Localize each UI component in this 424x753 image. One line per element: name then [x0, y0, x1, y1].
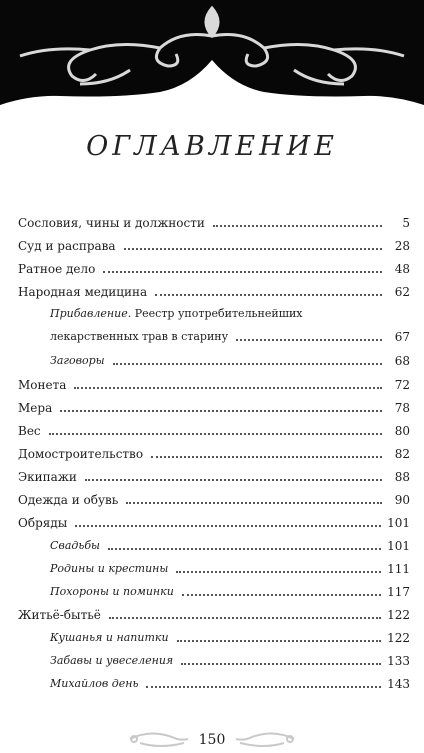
toc-entry[interactable]	[18, 395, 410, 415]
dot-leader	[75, 512, 381, 527]
toc-entry-page: 88	[394, 470, 410, 484]
toc-entry[interactable]	[18, 279, 410, 299]
toc-entry[interactable]	[18, 487, 410, 507]
toc-entry[interactable]	[18, 510, 410, 530]
dot-leader	[113, 350, 382, 365]
toc-entry-page: 67	[394, 330, 410, 344]
toc-entry[interactable]	[50, 648, 410, 668]
toc-entry-label: Домостроительство	[18, 447, 147, 461]
toc-entry-label: Мера	[18, 401, 56, 415]
toc-entry-prefix: Прибавление.	[50, 307, 132, 320]
toc-entry-page: 122	[387, 608, 410, 622]
toc-entry-page: 122	[387, 631, 410, 645]
toc-entry-label: Обряды	[18, 516, 71, 530]
toc-entry-label: Экипажи	[18, 470, 81, 484]
toc-entry-page: 68	[394, 354, 410, 368]
dot-leader	[177, 627, 382, 642]
toc-entry-page: 62	[394, 285, 410, 299]
toc-entry-line1[interactable]	[50, 301, 410, 321]
dot-leader	[146, 673, 381, 688]
page-number: 150	[198, 732, 226, 748]
toc-entry-label: Заговоры	[50, 354, 109, 368]
dot-leader	[74, 374, 382, 389]
toc-entry-page: 80	[394, 424, 410, 438]
toc-entry-page: 48	[394, 262, 410, 276]
dot-leader	[108, 535, 381, 550]
toc-entry[interactable]	[18, 233, 410, 253]
toc-entry-label: Кушанья и напитки	[50, 631, 173, 645]
toc-entry[interactable]	[50, 556, 410, 576]
toc-entry-page: 101	[387, 539, 410, 553]
toc-entry[interactable]	[18, 210, 410, 230]
toc-entry[interactable]	[18, 464, 410, 484]
toc-entry[interactable]	[18, 602, 410, 622]
dot-leader	[155, 281, 382, 296]
dot-leader	[124, 235, 382, 250]
toc-entry-label: Сословия, чины и должности	[18, 216, 209, 230]
toc-entry-label: Свадьбы	[50, 539, 104, 553]
toc-entry-label: Похороны и поминки	[50, 585, 178, 599]
toc-entry-page: 72	[394, 378, 410, 392]
toc-entry[interactable]	[50, 579, 410, 599]
dot-leader	[236, 326, 382, 341]
toc-entry-page: 143	[387, 677, 410, 691]
dot-leader	[49, 420, 382, 435]
toc-entry-label: Родины и крестины	[50, 562, 172, 576]
toc-entry[interactable]	[50, 533, 410, 553]
header-ornament-band	[0, 0, 424, 107]
toc-entry-page: 5	[402, 216, 410, 230]
toc-entry-label-text: Реестр употребительнейших	[131, 307, 303, 320]
dot-leader	[126, 489, 382, 504]
toc-entry-page: 28	[394, 239, 410, 253]
page-title: ОГЛАВЛЕНИЕ	[86, 131, 338, 162]
toc-entry-page: 117	[387, 585, 410, 599]
toc-entry-label: Суд и расправа	[18, 239, 120, 253]
toc-entry-label: Вес	[18, 424, 45, 438]
toc-entry[interactable]	[18, 256, 410, 276]
toc-entry[interactable]	[18, 418, 410, 438]
toc-entry[interactable]	[50, 625, 410, 645]
toc-entry[interactable]	[18, 372, 410, 392]
dot-leader	[176, 558, 381, 573]
toc-entry-label: Забавы и увеселения	[50, 654, 177, 668]
dot-leader	[103, 258, 382, 273]
toc-entry-label: Народная медицина	[18, 285, 151, 299]
ornament-icon	[0, 0, 424, 107]
dot-leader	[181, 650, 381, 665]
toc-entry[interactable]	[50, 671, 410, 691]
toc-entry-page: 90	[394, 493, 410, 507]
toc-entry-page: 78	[394, 401, 410, 415]
dot-leader	[182, 581, 381, 596]
toc-entry[interactable]	[18, 441, 410, 461]
toc-entry-page: 133	[387, 654, 410, 668]
toc-entry-label: Одежда и обувь	[18, 493, 122, 507]
dot-leader	[213, 212, 382, 227]
toc-entry-label: Житьё-бытьё	[18, 608, 105, 622]
dot-leader	[60, 397, 382, 412]
dot-leader	[85, 466, 382, 481]
toc-entry-page: 111	[387, 562, 410, 576]
toc-entry-label: Михайлов день	[50, 677, 142, 691]
dot-leader	[151, 443, 382, 458]
toc-entry-label-line2: лекарственных трав в старину	[50, 330, 232, 344]
dot-leader	[109, 604, 381, 619]
toc-entry-label: Ратное дело	[18, 262, 99, 276]
toc-entry[interactable]	[50, 324, 410, 344]
toc-entry-page: 101	[387, 516, 410, 530]
toc-entry[interactable]	[50, 348, 410, 368]
toc-entry-label-line1	[50, 307, 306, 321]
toc-entry-page: 82	[394, 447, 410, 461]
toc-entry-label: Монета	[18, 378, 70, 392]
